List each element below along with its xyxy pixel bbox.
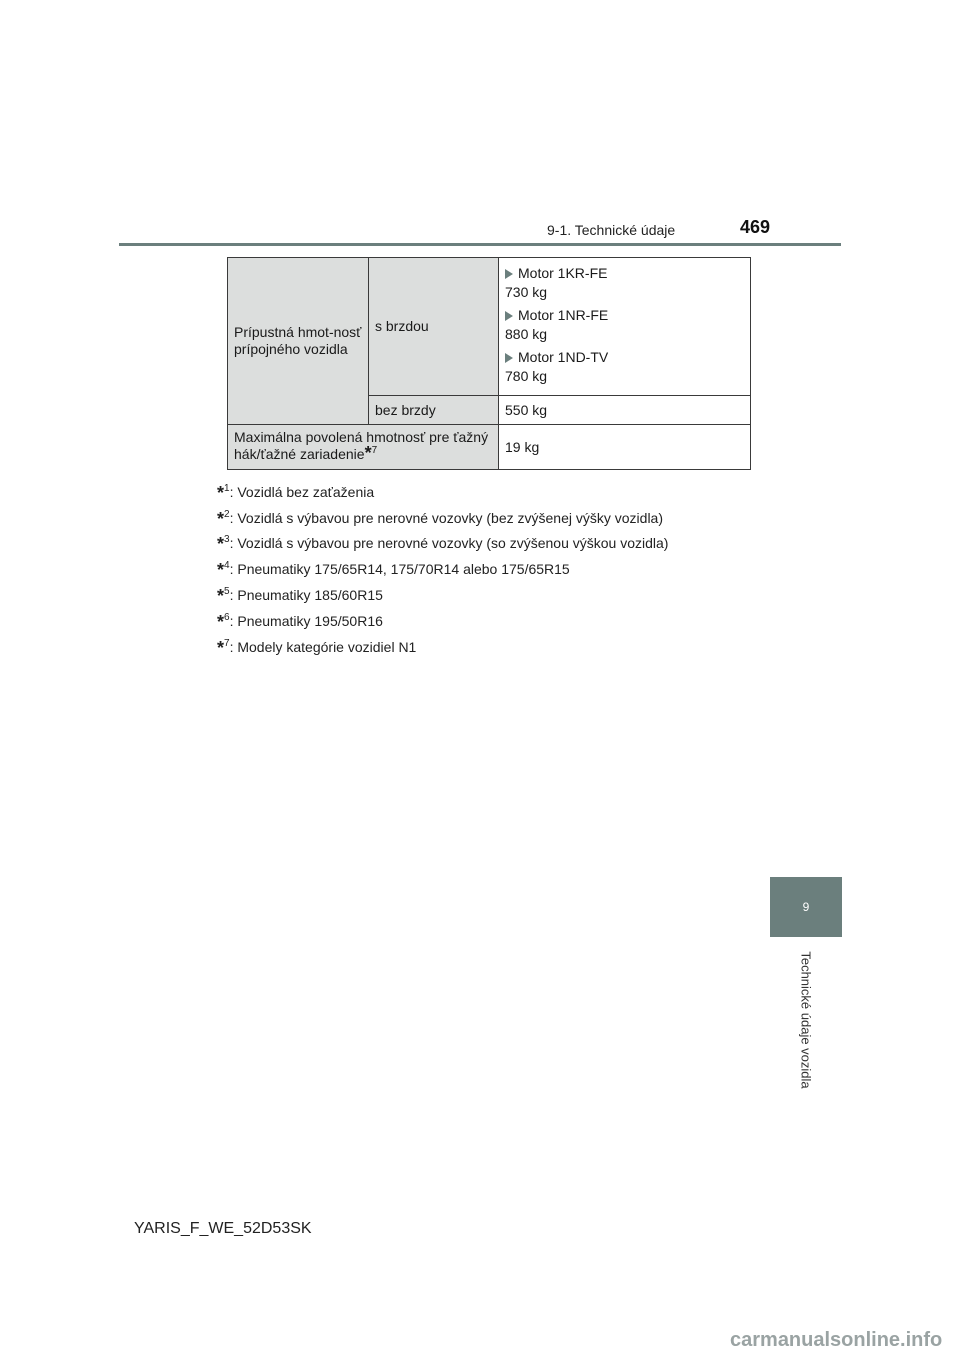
footnotes <box>217 474 669 658</box>
footnote: * 1 : Vozidlá bez zaťaženia <box>217 482 375 503</box>
chapter-title-vertical: Technické údaje vozidla <box>798 951 814 1089</box>
triangle-bullet-icon <box>505 353 513 363</box>
list-item: Motor 1KR-FE <box>505 265 744 282</box>
towbar-value: 19 kg <box>499 425 751 470</box>
page-number: 469 <box>740 217 771 237</box>
footnote: * 3 : Vozidlá s výbavou pre nerovné vozovky (so zvýšenou výškou vozidla) <box>217 534 669 555</box>
header-divider <box>119 243 841 246</box>
trailer-weight-label: Prípustná hmot-nosť prípojného vozidla <box>228 258 369 425</box>
table-row <box>228 258 751 396</box>
document-code: YARIS_F_WE_52D53SK <box>134 1220 312 1237</box>
unbraked-value: 550 kg <box>499 396 751 425</box>
triangle-bullet-icon <box>505 311 513 321</box>
table-row <box>228 425 751 470</box>
footnote: * 2 : Vozidlá s výbavou pre nerovné vozovky (bez zvýšenej výšky vozidla) <box>217 508 663 529</box>
footnote: * 4 : Pneumatiky 175/65R14, 175/70R14 alebo 175/65R15 <box>217 560 570 581</box>
trailer-weight-table <box>227 257 751 470</box>
watermark: carmanualsonline.info <box>730 1329 943 1351</box>
braked-values <box>499 258 751 396</box>
list-item: Motor 1NR-FE <box>505 307 744 324</box>
unbraked-label: bez brzdy <box>369 396 499 425</box>
footnote: * 7 : Modely kategórie vozidiel N1 <box>217 637 417 658</box>
engine-weight: 730 kg <box>505 284 548 300</box>
list-item: Motor 1ND-TV <box>505 349 744 366</box>
braked-label: s brzdou <box>369 258 499 396</box>
section-title: 9-1. Technické údaje <box>547 222 676 238</box>
footnote-star: * <box>364 443 372 463</box>
engine-weight: 780 kg <box>505 368 548 384</box>
towbar-label: Maximálna povolená hmotnosť pre ťažný hák/ťažné zariadenie*$^7$ <box>228 425 499 470</box>
chapter-tab: 9 <box>770 877 842 937</box>
triangle-bullet-icon <box>505 269 513 279</box>
footnote: * 5 : Pneumatiky 185/60R15 <box>217 585 383 606</box>
footnote: * 6 : Pneumatiky 195/50R16 <box>217 611 383 632</box>
engine-weight: 880 kg <box>505 326 548 342</box>
